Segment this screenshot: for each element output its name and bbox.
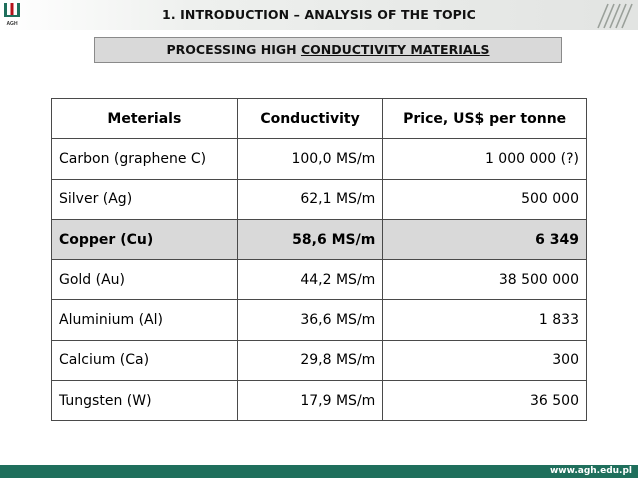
cell-conductivity: 62,1 MS/m (237, 179, 383, 219)
footer-url-link[interactable]: www.agh.edu.pl (549, 466, 632, 476)
cell-price: 6 349 (383, 219, 587, 259)
cell-conductivity: 29,8 MS/m (237, 340, 383, 380)
cell-material: Calcium (Ca) (52, 340, 238, 380)
cell-material: Silver (Ag) (52, 179, 238, 219)
cell-conductivity: 100,0 MS/m (237, 139, 383, 179)
subtitle-box (94, 37, 562, 63)
header-conductivity: Conductivity (237, 99, 383, 139)
table-row (52, 260, 587, 300)
cell-conductivity: 17,9 MS/m (237, 381, 383, 421)
footer-bar (0, 465, 638, 478)
header-materials: Meterials (52, 99, 238, 139)
cell-material: Tungsten (W) (52, 381, 238, 421)
table-row (52, 139, 587, 179)
table-row (52, 300, 587, 340)
subtitle-underlined: CONDUCTIVITY MATERIALS (300, 42, 490, 57)
table-row (52, 381, 587, 421)
table-row-highlighted (52, 219, 587, 259)
cell-conductivity: 36,6 MS/m (237, 300, 383, 340)
table-row (52, 340, 587, 380)
header-price: Price, US$ per tonne (383, 99, 587, 139)
cell-price: 1 833 (383, 300, 587, 340)
cell-material: Aluminium (Al) (52, 300, 238, 340)
cell-conductivity: 58,6 MS/m (237, 219, 383, 259)
cell-material: Copper (Cu) (52, 219, 238, 259)
logo-text: AGH (6, 21, 18, 27)
cell-price: 300 (383, 340, 587, 380)
cell-price: 1 000 000 (?) (383, 139, 587, 179)
top-header-bar (0, 0, 638, 30)
cell-price: 500 000 (383, 179, 587, 219)
table-row (52, 179, 587, 219)
cell-price: 36 500 (383, 381, 587, 421)
corner-decoration-icon (594, 2, 634, 30)
cell-price: 38 500 000 (383, 260, 587, 300)
header-title: 1. INTRODUCTION – ANALYSIS OF THE TOPIC (162, 7, 476, 22)
cell-material: Carbon (graphene C) (52, 139, 238, 179)
materials-table (51, 98, 587, 421)
subtitle-prefix: PROCESSING HIGH (166, 42, 301, 57)
cell-conductivity: 44,2 MS/m (237, 260, 383, 300)
cell-material: Gold (Au) (52, 260, 238, 300)
table-header-row (52, 99, 587, 139)
